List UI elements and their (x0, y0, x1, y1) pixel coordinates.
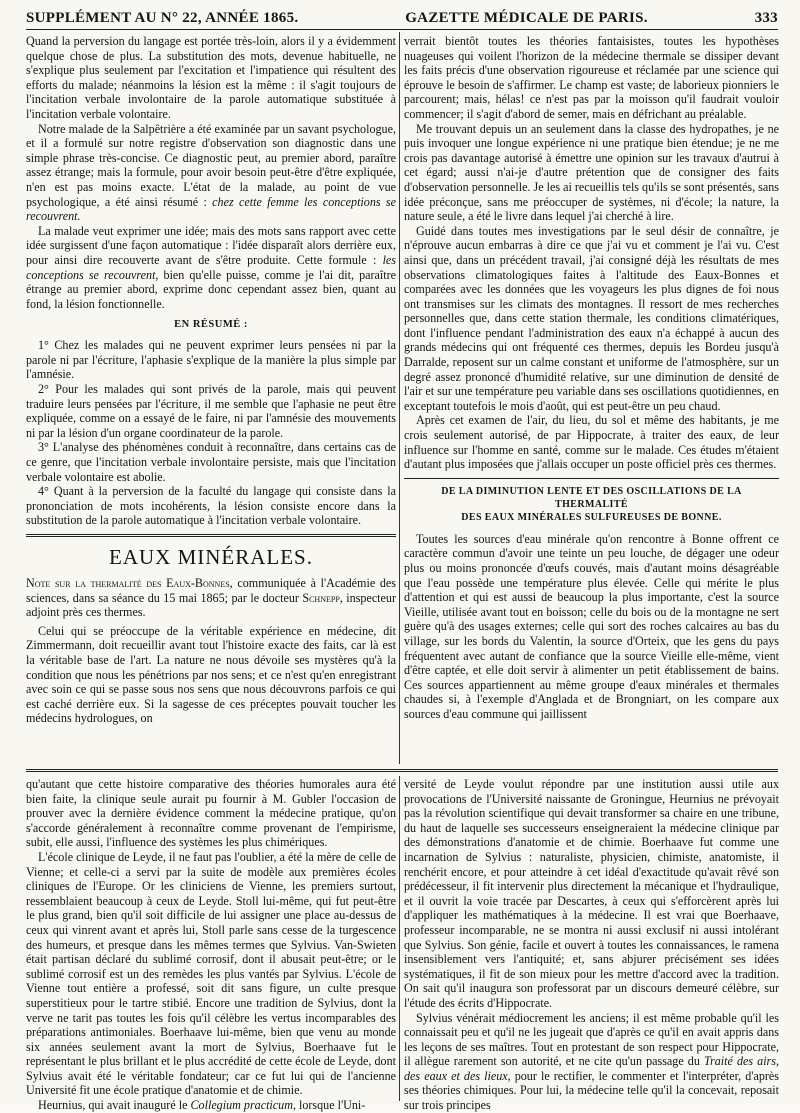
top-left-column (26, 34, 396, 764)
page-header (26, 8, 778, 30)
page-number: 333 (754, 10, 778, 26)
paragraph: L'école clinique de Leyde, il ne faut pas l'oublier, a été la mère de celle de Vienne; et celle-ci a servi par la suite de modèle aux premières écoles cliniques de l'Europe. Or les cliniciens de Vienne, les premiers surtout, ressemblaient beaucoup à ceux de Leyde. Stoll lui-même, qui fut peut-être le plus grand, bien qu'il soit difficile de lui assigner une place au-dessus de ceux qui vinrent avant et après lui, Stoll parle sans cesse de la turgescence des humeurs, et presque dans les mêmes termes que Sylvius. Van-Swieten était partisan déclaré du sublimé corrosif, dont il abusait peut-être; or le sublimé corrosif est un des remèdes les plus vantés par Sylvius. L'école de Vienne tout entière a professé, soit dit sans figure, un culte presque superstitieux pour le tartre stibié. Encore une tradition de Sylvius, dont la verve ne tarit pas toutes les fois qu'il célèbre les vertus incomparables des préparations antimoniales. Boerhaave lui-même, bien que venu au monde six années seulement avant la mort de Sylvius, Boerhaave fut le représentant le plus brillant et le plus accrédité de cette école de Leyde, dont Sylvius avait été le véritable fondateur; car ce fut lui qui de l'ancienne Université fit une école pratique d'anatomie et de chimie. (26, 849, 396, 1098)
paragraph: Celui qui se préoccupe de la véritable expérience en médecine, dit Zimmermann, doit recueillir avant tout l'histoire exacte des faits, car là est la véritable base de l'art. La nature ne nous dévoile ses mystères qu'à la condition que nous les pénétrions par nos sens; et ce n'est qu'en enregistrant avec soin ce qui se passe sous nos sens que nous découvrons parfois ce qui est caché derrière eux. Si la sagesse de ces préceptes pouvait toucher les médecins hydrologues, on (26, 623, 396, 726)
paragraph: Me trouvant depuis un an seulement dans la classe des hydropathes, je ne puis invoquer une longue expérience ni une pratique bien étendue; je ne me crois pas davantage autorisé à émettre une opinion sur les travaux d'autrui à cet égard; aussi n'ai-je d'autre prétention que de consigner des faits d'observation personnelle. Je les ai recueillis tels qu'ils se sont présentés, sans idée préconçue, sans me préoccuper de systèmes, ni d'école; la nature, la nature seule, a été le livre dans lequel j'ai cherché à lire. (404, 121, 779, 224)
paragraph: Guidé dans toutes mes investigations par le seul désir de connaître, je n'éprouve aucun embarras à dire ce que j'ai vu et comment je l'ai vu. C'est ainsi que, dans un précédent travail, j'ai consigné déjà les résultats de mes observations climatologiques faites à l'altitude des Eaux-Bonnes et comparées avec les données que les voyageurs les plus dignes de foi nous ont transmises sur les climats des montagnes. Il ressort de mes recherches personnelles que, dans cette station thermale, les conditions climatériques, dont l'influence pendant l'administration des eaux n'a échappé à aucun des grands médecins qui ont fréquenté ces thermes, depuis les Bordeu jusqu'à Darralde, reposent sur un calme constant et uniforme de l'atmosphère, sur un degré assez prononcé d'humidité relative, sur une diminution de densité de l'air et sur une température peu variable dans ses oscillations quotidiennes, en exceptant toutefois le mois d'août, qui est peut-être un peu chaud. (404, 223, 779, 413)
paragraph: Après cet examen de l'air, du lieu, du sol et même des habitants, je me crois seulement autorisé, de par Hippocrate, à traiter des eaux, de leur influence sur l'homme en santé, comme sur le malade. Ces études m'étaient d'autant plus imposées que j'allais occuper un poste officiel près ces thermes. (404, 413, 779, 472)
section-divider (404, 478, 779, 479)
top-right-column (404, 34, 779, 764)
header-issue: SUPPLÉMENT AU N° 22, ANNÉE 1865. (26, 10, 299, 26)
summary-heading: EN RÉSUMÉ : (174, 319, 248, 331)
article-note: Note sur la thermalité des Eaux-Bonnes, communiquée à l'Académie des sciences, dans sa séance du 15 mai 1865; par le docteur Schnepp, inspecteur adjoint près ces thermes. (26, 576, 396, 620)
paragraph: Heurnius, qui avait inauguré le Collegium practicum, lorsque l'Uni- (38, 1098, 366, 1113)
summary-item: 3° L'analyse des phénomènes conduit à reconnaître, dans certains cas de ce genre, que l'incitation verbale involontaire persiste, mais que l'incitation verbale volontaire est abolie. (26, 440, 396, 484)
paragraph: versité de Leyde voulut répondre par une institution aussi utile aux provocations de l'Université naissante de Groningue, Heurnius ne prévoyait pas la révolution scientifique qui devait transformer sa chaire en une tribune, du haut de laquelle ses successeurs enseigneraient la médecine clinique par des démonstrations d'anatomie et de chimie. Boerhaave fut comme une incarnation de Sylvius : naturaliste, physicien, chimiste, anatomiste, il renchérit encore, et pour atteindre à cet idéal d'exactitude qu'avait rêvé son prédécesseur, il fit intervenir plus directement la mécanique et l'hydraulique, et il ouvrit la voie tracée par Descartes, à ceux qui s'efforcèrent après lui d'appliquer les mathématiques à la médecine. Il est vrai que Boerhaave, professeur incomparable, ne se montra ni aussi exclusif ni aussi intolérant que Sylvius. Son génie, facile et ouvert à toutes les connaissances, le ramena insensiblement vers l'antiquité; et, sans abjurer précisément ses idées systématiques, il fit de son mieux pour les mettre d'accord avec la tradition. On sait qu'il inaugura son professorat par un discours demeuré célèbre, sur l'étude des écrits d'Hippocrate. (404, 777, 779, 1010)
paragraph: verrait bientôt toutes les théories fantaisistes, toutes les hypothèses nuageuses qui voilent l'horizon de la médecine thermale se dissiper devant les faits précis d'une observation rigoureuse et réclamée par une science qui éprouve le besoin de s'affirmer. Le champ est vaste; de laborieux pionniers le parcourent; mais, hélas! ce n'est pas par la moisson qu'il faudrait vouloir commencer; il s'agit d'abord de semer, mais en défrichant au préalable. (404, 34, 779, 121)
header-publication: GAZETTE MÉDICALE DE PARIS. (405, 10, 648, 26)
page-divider (26, 769, 778, 772)
paragraph: Toutes les sources d'eau minérale qu'on rencontre à Bonne offrent ce caractère commun d'avoir une teinte un peu louche, de dégager une odeur plus ou moins prononcée d'œufs couvés, mais d'autant moins désagréable que l'eau possède une température plus élevée. Celle qui mérite le plus d'attention et qui est aussi de beaucoup la plus importante, c'est la source Vieille, utilisée avant tout en boisson; celle du bois ou de la montagne ne sert guère qu'à des usages externes; celle qui sort des roches calcaires au bas du village, sur les bords du Valentin, la source d'Orteix, que les gens du pays fréquentent avec autant de confiance que la source Vieille elle-même, vient d'être captée, et elle doit servir à alimenter un petit établissement de bains. Ces sources appartiennent au même groupe d'eaux minérales et thermales chaudes si, à l'exemple d'Anglada et de Brongniart, on les compare aux sources d'eau commune qui jaillissent (404, 531, 779, 721)
section-subtitle: DE LA DIMINUTION LENTE ET DES OSCILLATIONS DE LA THERMALITÉ DES EAUX MINÉRALES SULFUREUSES DE BONNE. (441, 485, 742, 523)
summary-item: 2° Pour les malades qui sont privés de la parole, mais qui peuvent traduire leurs pensées par l'écriture, il me semble que l'aphasie ne peut être expliquée, comme on a essayé de le faire, ni par l'amnésie des mouvements ni par la lésion d'un organe coordinateur de la parole. (26, 382, 396, 440)
bottom-right-column (404, 777, 779, 1113)
summary-item: 1° Chez les malades qui ne peuvent exprimer leurs pensées ni par la parole ni par l'écriture, l'aphasie s'explique de la manière la plus simple par l'amnésie. (26, 338, 396, 382)
bottom-left-column (26, 777, 396, 1113)
paragraph: qu'autant que cette histoire comparative des théories humorales aura été bien faite, la clinique seule aurait pu fournir à M. Gubler l'occasion de prouver avec la dernière évidence comment la médecine pratique, qu'on s'accorde généralement à reconnaître comme provenant de l'empirisme, subit, elle aussi, l'influence des systèmes les plus chimériques. (26, 777, 396, 850)
quote: chez cette femme les conceptions se recouvrent. (26, 194, 396, 224)
paragraph: Sylvius vénérait médiocrement les anciens; il est même probable qu'il les connaissait peu et qu'il ne les jugeait que d'après ce qu'il en avait appris dans les leçons de ses maîtres. Tout en protestant de son respect pour Hippocrate, il allègue rarement son autorité, et ne cite qu'un passage du Traité des airs, des eaux et des lieux, pour le rectifier, le commenter et l'interpréter, d'après ses théories chimiques. Pour lui, la médecine telle qu'il la concevait, reposait sur trois principes (404, 1010, 779, 1113)
section-title: EAUX MINÉRALES. (109, 545, 313, 569)
paragraph: Quand la perversion du langage est portée très-loin, alors il y a évidemment quelque chose de plus. La substitution des mots, devenue habituelle, ne s'explique plus seulement par l'excitation et l'impatience qui résultent des efforts du malade; néanmoins la lésion est la même : il s'agit toujours de l'incitation verbale involontaire de la parole automatique substituée à l'incitation verbale volontaire. (26, 34, 396, 121)
paragraph: Notre malade de la Salpêtrière a été examinée par un savant psychologue, et il a formulé sur notre registre d'observation son diagnostic dans une simple phrase très-concise. Ce diagnostic peut, au premier abord, paraître assez étrange; mais la formule, pour avoir besoin peut-être d'être expliquée, n'en est pas moins exacte. L'état de la malade, au point de vue psychologique, a été ainsi résumé : chez cette femme les conceptions se recouvrent. (26, 121, 396, 224)
column-divider-bottom (399, 776, 400, 1101)
column-divider-top (399, 32, 400, 764)
quote: les conceptions se recouvrent, (26, 252, 396, 282)
paragraph: La malade veut exprimer une idée; mais des mots sans rapport avec cette idée surgissent d'une façon automatique : l'idée disparaît alors derrière eux, pour ainsi dire recouverte avant de s'être produite. Cette formule : les conceptions se recouvrent, bien qu'elle puisse, comme je l'ai dit, paraître étrange au premier abord, exprime donc cependant assez bien, quant au fond, la lésion fonctionnelle. (26, 223, 396, 311)
section-divider (26, 534, 396, 537)
summary-item: 4° Quant à la perversion de la faculté du langage qui consiste dans la prononciation de mots incohérents, la lésion consiste encore dans la substitution de la parole automatique à l'incitation verbale volontaire. (26, 484, 396, 528)
